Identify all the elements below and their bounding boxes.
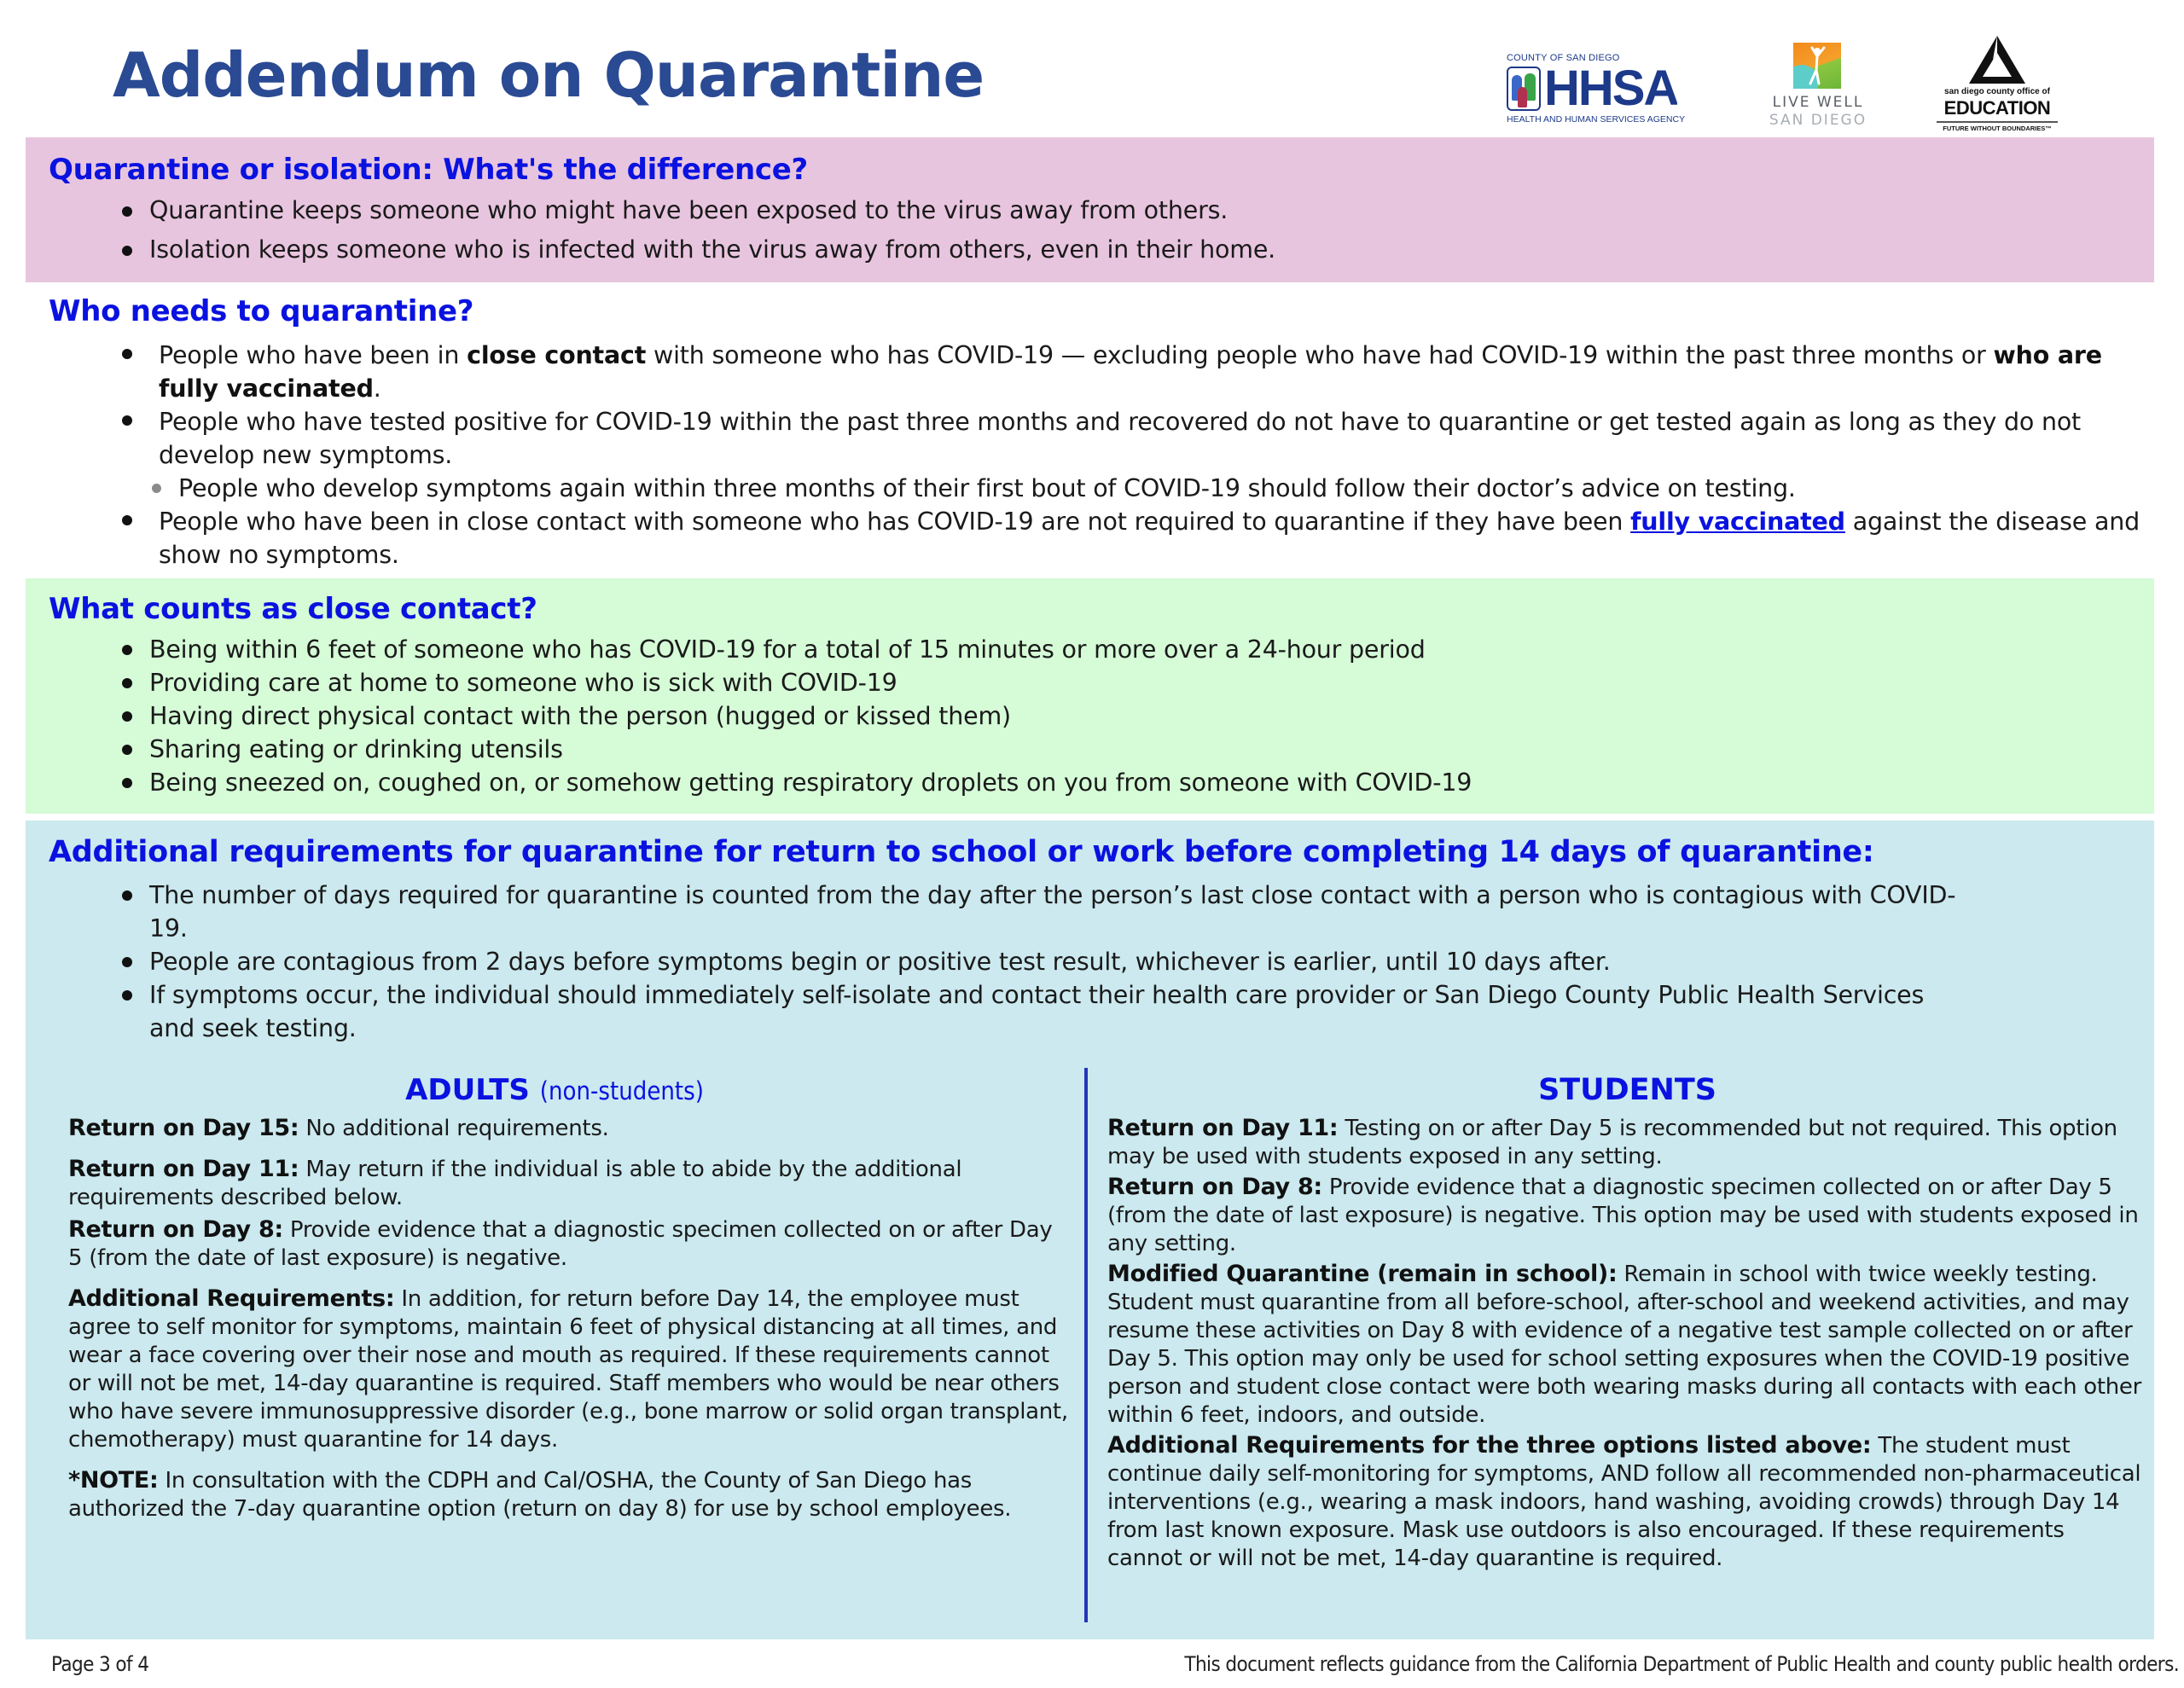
triangle-icon (1967, 34, 2027, 85)
section-heading: Who needs to quarantine? (49, 294, 474, 328)
list-item: If symptoms occur, the individual should immediately self-isolate and contact their health care provider or San Diego County Public Health Services and seek testing. (122, 978, 1956, 1045)
education-line1: san diego county office of (1944, 87, 2050, 96)
bullet-icon (122, 415, 132, 426)
adults-subtitle: (non-students) (539, 1076, 704, 1105)
list-item: People who have been in close contact with someone who has COVID-19 — excluding people who have had COVID-19 within the past three months or who are fully vaccinated. (122, 339, 2144, 405)
live-well-figure-icon (1793, 43, 1841, 89)
sub-bullet-icon (152, 484, 161, 493)
bullet-icon (122, 645, 132, 655)
list-item-sub-container (122, 472, 2144, 505)
page-number: Page 3 of 4 (51, 1652, 149, 1676)
section-heading: Additional requirements for quarantine for return to school or work before completing 14 days of quarantine: (49, 835, 1874, 869)
section-difference (26, 137, 2154, 282)
fully-vaccinated-link[interactable]: fully vaccinated (1630, 508, 1845, 536)
contact-list (122, 633, 2084, 799)
sub-list (122, 472, 2144, 505)
list-item: People are contagious from 2 days before symptoms begin or positive test result, whichever is earlier, until 10 days after. (122, 945, 1956, 978)
bullet-icon (122, 349, 132, 359)
education-tagline: FUTURE WITHOUT BOUNDARIES™ (1943, 125, 2052, 132)
list-item: Sharing eating or drinking utensils (122, 733, 2084, 766)
list-item: Quarantine keeps someone who might have been exposed to the virus away from others. (122, 191, 2084, 230)
list-item: The number of days required for quarantine is counted from the day after the person’s last close contact with a person who is contagious with COVID-19. (122, 879, 1956, 945)
person-arms-up-icon (1793, 43, 1841, 89)
bullet-icon (122, 711, 132, 722)
list-item: Being sneezed on, coughed on, or somehow getting respiratory droplets on you from someone with COVID-19 (122, 766, 2084, 799)
hhsa-logo (1507, 53, 1720, 128)
live-well-line1: LIVE WELL (1772, 94, 1864, 111)
footer-note: This document reflects guidance from the California Department of Public Health and county public health orders. (1184, 1652, 2179, 1676)
live-well-logo (1763, 41, 1873, 130)
student-item-day8: Return on Day 8: Provide evidence that a diagnostic specimen collected on or after Day 5 (from the date of last exposure) is negative. This option may be used with students exposed in any setting. (1107, 1174, 2139, 1256)
section-who-needs-quarantine (26, 282, 2154, 578)
student-item-day11: Return on Day 11: Testing on or after Day 5 is recommended but not required. This option may be used with students exposed in any setting. (1107, 1115, 2117, 1169)
column-divider (1084, 1068, 1088, 1622)
adults-column-title: ADULTS (non-students) (405, 1073, 704, 1107)
list-item: Isolation keeps someone who is infected with the virus away from others, even in their home. (122, 230, 2084, 270)
students-column (1107, 1114, 2144, 1573)
who-list (122, 339, 2144, 571)
adult-item-day15: Return on Day 15: No additional requirements. (68, 1115, 609, 1141)
students-column-title: STUDENTS (1538, 1073, 1716, 1107)
live-well-line2: SAN DIEGO (1769, 112, 1867, 129)
bullet-icon (122, 246, 132, 256)
sub-list-item: People who develop symptoms again within three months of their first bout of COVID-19 should follow their doctor’s advice on testing. (122, 472, 2144, 505)
student-item-additional: Additional Requirements for the three options listed above: The student must continue daily self-monitoring for symptoms, AND follow all recommended non-pharmaceutical interventions (e.g., wearing a mask indoors, hand washing, avoiding crowds) through Day 14 from last known exposure. Mask use outdoors is also encouraged. If these requirements cannot or will not be met, 14-day quarantine is required. (1107, 1432, 2141, 1571)
list-item: Having direct physical contact with the person (hugged or kissed them) (122, 699, 2084, 733)
education-rule (1937, 121, 2058, 123)
list-item: People who have been in close contact with someone who has COVID-19 are not required to quarantine if they have been fully vaccinated against the disease and show no symptoms. (122, 505, 2144, 571)
education-line2: EDUCATION (1943, 97, 2051, 119)
section-close-contact (26, 578, 2154, 814)
people-icon (1507, 67, 1541, 111)
hhsa-county-text: COUNTY OF SAN DIEGO (1507, 53, 1620, 63)
adult-item-day8: Return on Day 8: Provide evidence that a diagnostic specimen collected on or after Day 5 (from the date of last exposure) is negative. (68, 1216, 1053, 1271)
adults-column (68, 1114, 1071, 1523)
student-item-modified: Modified Quarantine (remain in school): Remain in school with twice weekly testing. Student must quarantine from all before-school, after-school and weekend activities, and may resume these activities on Day 8 with evidence of a negative test sample collected on or after Day 5. This option may only be used for school setting exposures when the COVID-19 positive person and student close contact were both wearing masks during all contacts with each other within 6 feet, indoors, and outside. (1107, 1261, 2141, 1428)
education-logo (1930, 34, 2065, 138)
section-heading: Quarantine or isolation: What's the difference? (49, 153, 808, 187)
hhsa-agency-text: HEALTH AND HUMAN SERVICES AGENCY (1507, 114, 1686, 125)
adult-item-additional: Additional Requirements: In addition, for return before Day 14, the employee must agree to self monitor for symptoms, maintain 6 feet of physical distancing at all times, and wear a face covering over their nose and mouth as required. If these requirements cannot or will not be met, 14-day quarantine is required. Staff members who would be near others who have severe immunosuppressive disorder (e.g., bone marrow or solid organ transplant, chemotherapy) must quarantine for 14 days. (68, 1285, 1068, 1453)
section-additional-requirements (26, 821, 2154, 1639)
document-title: Addendum on Quarantine (113, 39, 985, 111)
bullet-icon (122, 206, 132, 217)
bullet-icon (122, 778, 132, 788)
list-item: People who have tested positive for COVID-19 within the past three months and recovered do not have to quarantine or get tested again as long as they do not develop new symptoms. (122, 405, 2144, 472)
bullet-icon (122, 678, 132, 688)
bullet-icon (122, 890, 132, 901)
bullet-icon (122, 957, 132, 967)
adult-item-note: *NOTE: In consultation with the CDPH and Cal/OSHA, the County of San Diego has authorized the 7-day quarantine option (return on day 8) for use by school employees. (68, 1467, 1012, 1522)
difference-list (122, 191, 2084, 270)
bullet-icon (122, 745, 132, 755)
list-item: Providing care at home to someone who is sick with COVID-19 (122, 666, 2084, 699)
list-item: Being within 6 feet of someone who has COVID-19 for a total of 15 minutes or more over a 24-hour period (122, 633, 2084, 666)
bullet-icon (122, 990, 132, 1001)
adult-item-day11: Return on Day 11: May return if the individual is able to abide by the additional requirements described below. (68, 1156, 962, 1210)
additional-list (122, 879, 1956, 1045)
section-heading: What counts as close contact? (49, 592, 537, 626)
hhsa-mark: HHSA (1544, 67, 1678, 111)
bullet-icon (122, 515, 132, 525)
